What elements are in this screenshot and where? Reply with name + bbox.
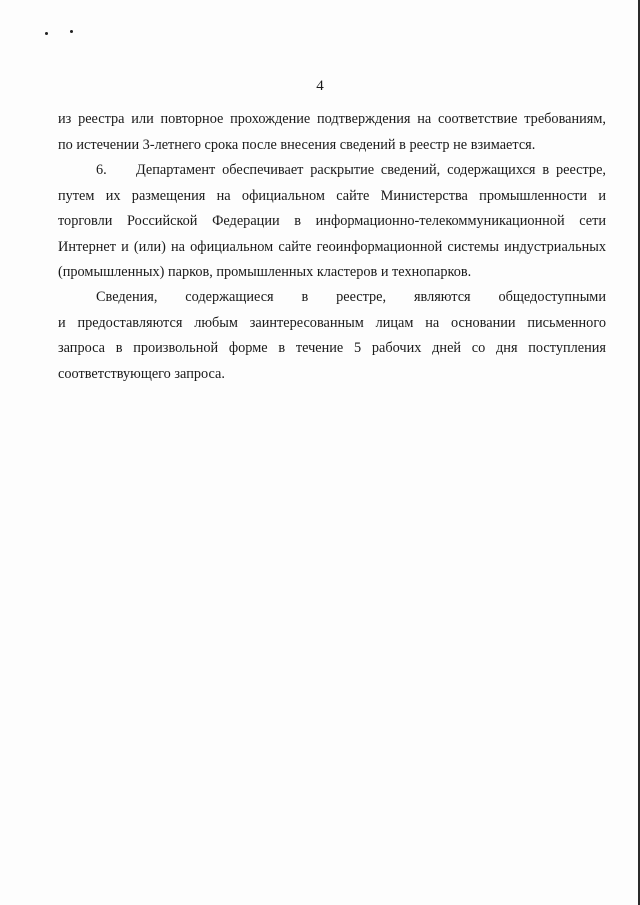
text-line: путем их размещения на официальном сайте Министерства промышленности и bbox=[58, 187, 606, 204]
item-first-line: Департамент обеспечивает раскрытие сведений, содержащихся в реестре, bbox=[136, 162, 606, 178]
text-line: соответствующего запроса. bbox=[58, 365, 225, 382]
page-number: 4 bbox=[316, 78, 324, 94]
text-line: торговли Российской Федерации в информационно-телекоммуникационной сети bbox=[58, 213, 606, 229]
text-line: Интернет и (или) на официальном сайте геоинформационной системы индустриальных bbox=[58, 238, 606, 255]
paragraph-availability bbox=[58, 285, 606, 387]
text-line: и предоставляются любым заинтересованным лицам на основании письменного bbox=[58, 314, 606, 331]
text-line: запроса в произвольной форме в течение 5 рабочих дней со дня поступления bbox=[58, 340, 606, 356]
paragraph-item-6 bbox=[58, 158, 606, 286]
text-line: (промышленных) парков, промышленных кластеров и технопарков. bbox=[58, 264, 472, 280]
scan-artifact-dot bbox=[45, 32, 48, 35]
text-line: по истечении 3-летнего срока после внесения сведений в реестр не взимается. bbox=[58, 136, 536, 153]
paragraph-continuation bbox=[58, 107, 606, 158]
text-line: из реестра или повторное прохождение подтверждения на соответствие требованиям, bbox=[58, 111, 606, 127]
scan-artifact-dot bbox=[70, 30, 73, 33]
text-line bbox=[58, 158, 606, 184]
item-number: 6. bbox=[96, 162, 107, 178]
text-line: Сведения, содержащиеся в реестре, являются общедоступными bbox=[96, 289, 606, 305]
